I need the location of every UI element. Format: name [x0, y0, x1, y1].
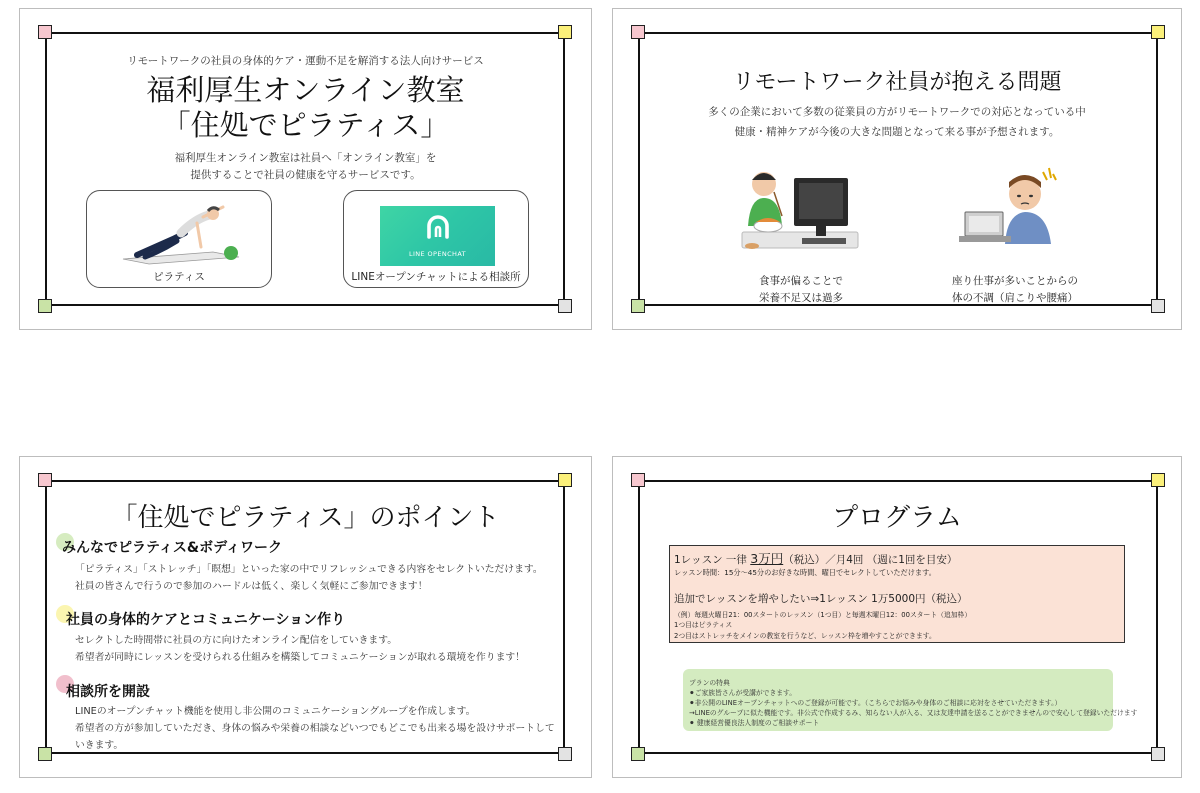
corner-square-bottom-right [1151, 299, 1165, 313]
slide2-left-caption-line1: 食事が偏ることで [759, 275, 843, 287]
slide2-desc-line1: 多くの企業において多数の従業員の方がリモートワークでの対応となっている中 [708, 106, 1086, 118]
slide1-title-line2: 「住処でピラティス」 [161, 108, 450, 142]
slide1-title [20, 73, 591, 143]
corner-square-top-right [1151, 473, 1165, 487]
plan-line1-post: （税込）／月4回 （週に1回を目安） [783, 554, 958, 566]
corner-square-top-right [1151, 25, 1165, 39]
perks-title: プランの特典 [689, 679, 730, 687]
slide2-desc-line2: 健康・精神ケアが今後の大きな問題となって来る事が予想されます。 [734, 126, 1060, 138]
slide1-title-line1: 福利厚生オンライン教室 [146, 73, 465, 107]
slide2-left-caption-line2: 栄養不足又は過多 [759, 292, 843, 304]
point-1-text [75, 561, 543, 595]
point-3-heading: 相談所を開設 [66, 684, 150, 700]
plan-line1-pre: 1レッスン 一律 [674, 554, 751, 566]
perks-line3: →LINEのグループに似た機能です。非公式で作成するみ、知らない人が入る、又は友達申請を送ることができませんので安心して登録いただけます [689, 709, 1138, 717]
corner-square-top-left [38, 473, 52, 487]
perks-line4: ⚫︎ 健康経営優良法人制度のご相談サポート [689, 719, 820, 727]
plan-line6: 2つ目はストレッチをメインの教室を行うなど、レッスン枠を増やすことができます。 [674, 632, 936, 640]
corner-square-bottom-left [631, 747, 645, 761]
point-3-line3: いきます。 [75, 740, 124, 751]
eating-at-computer-illustration-icon [738, 164, 863, 254]
slide2-right-caption-line1: 座り仕事が多いことからの [952, 275, 1078, 287]
slide-3[interactable] [19, 456, 592, 778]
corner-square-bottom-right [558, 747, 572, 761]
plan-line1 [674, 549, 957, 567]
line-openchat-card-label: LINEオープンチャットによる相談所 [351, 271, 521, 283]
plan-line3: 追加でレッスンを増やしたい⇒1レッスン 1万5000円（税込） [674, 593, 968, 605]
slide1-description [20, 150, 591, 184]
point-2-heading: 社員の身体的ケアとコミュニケーション作り [66, 612, 346, 628]
corner-square-top-right [558, 473, 572, 487]
slide1-subtitle: リモートワークの社員の身体的ケア・運動不足を解消する法人向けサービス [127, 55, 484, 67]
slide2-title: リモートワーク社員が抱える問題 [732, 70, 1062, 95]
point-1-heading: みんなでピラティス&ボディワーク [62, 540, 282, 556]
corner-square-bottom-right [1151, 747, 1165, 761]
perks-box [683, 669, 1138, 731]
line-openchat-card[interactable] [343, 190, 529, 288]
slide2-description [613, 102, 1181, 142]
corner-square-top-left [631, 25, 645, 39]
corner-square-bottom-left [38, 299, 52, 313]
point-3-line1: LINEのオープンチャット機能を使用し非公開のコミュニケーショングループを作成します。 [75, 706, 476, 717]
pilates-card-label: ピラティス [153, 271, 205, 283]
slide-4[interactable] [612, 456, 1182, 778]
plan-box [669, 545, 1125, 643]
point-3-text [75, 703, 555, 754]
corner-square-bottom-right [558, 299, 572, 313]
slide1-desc-line1: 福利厚生オンライン教室は社員へ「オンライン教室」を [174, 152, 437, 164]
pilates-card[interactable] [86, 190, 272, 288]
corner-square-bottom-left [38, 747, 52, 761]
slide-2[interactable] [612, 8, 1182, 330]
corner-square-bottom-left [631, 299, 645, 313]
slide2-right-caption-line2: 体の不調（肩こりや腰痛） [952, 292, 1078, 304]
point-2-line2: 希望者が同時にレッスンを受けられる仕組みを構築してコミュニケーションが取れる環境を作ります！ [75, 652, 525, 663]
slide-1[interactable] [19, 8, 592, 330]
pilates-illustration-icon [115, 197, 245, 269]
tired-office-worker-illustration-icon [959, 166, 1059, 248]
slide3-title: 「住処でピラティス」のポイント [111, 503, 500, 533]
corner-square-top-left [631, 473, 645, 487]
line-openchat-logo-icon [380, 206, 495, 266]
perks-line2: ⚫︎非公開のLINEオープンチャットへのご登録が可能です。（こちらでお悩みや身体のご相談に応対をさせていただきます。） [689, 699, 1062, 707]
point-3-line2: 希望者の方が参加していただき、身体の悩みや栄養の相談などいつでもどこでも出来る場を設けサポートして [75, 723, 555, 734]
corner-square-top-right [558, 25, 572, 39]
plan-price: 3万円 [750, 551, 784, 566]
point-1-line1: 「ピラティス」「ストレッチ」「瞑想」といった家の中でリフレッシュできる内容をセレクトいただけます。 [75, 564, 543, 575]
point-2-text [75, 632, 525, 666]
point-2-line1: セレクトした時間帯に社員の方に向けたオンライン配信をしていきます。 [75, 635, 398, 646]
slide4-title: プログラム [832, 503, 962, 533]
plan-line4: （例）毎週火曜日21：00スタートのレッスン（1つ目）と毎週木曜日12：00スタート（追加枠） [674, 611, 972, 619]
corner-square-top-left [38, 25, 52, 39]
slide2-right-caption [925, 273, 1105, 307]
perks-line1: ⚫︎ご家族皆さんが受講ができます。 [689, 689, 797, 697]
point-1-line2: 社員の皆さんで行うので参加のハードルは低く、楽しく気軽にご参加できます！ [75, 581, 428, 592]
slide1-desc-line2: 提供することで社員の健康を守るサービスです。 [190, 169, 421, 181]
plan-line5: 1つ目はピラティス [674, 621, 733, 629]
plan-line2: レッスン時間：15分〜45分のお好きな時間、曜日でセレクトしていただけます。 [674, 568, 936, 577]
line-openchat-logo-text: LINE OPENCHAT [408, 250, 467, 258]
slide2-left-caption [726, 273, 876, 307]
